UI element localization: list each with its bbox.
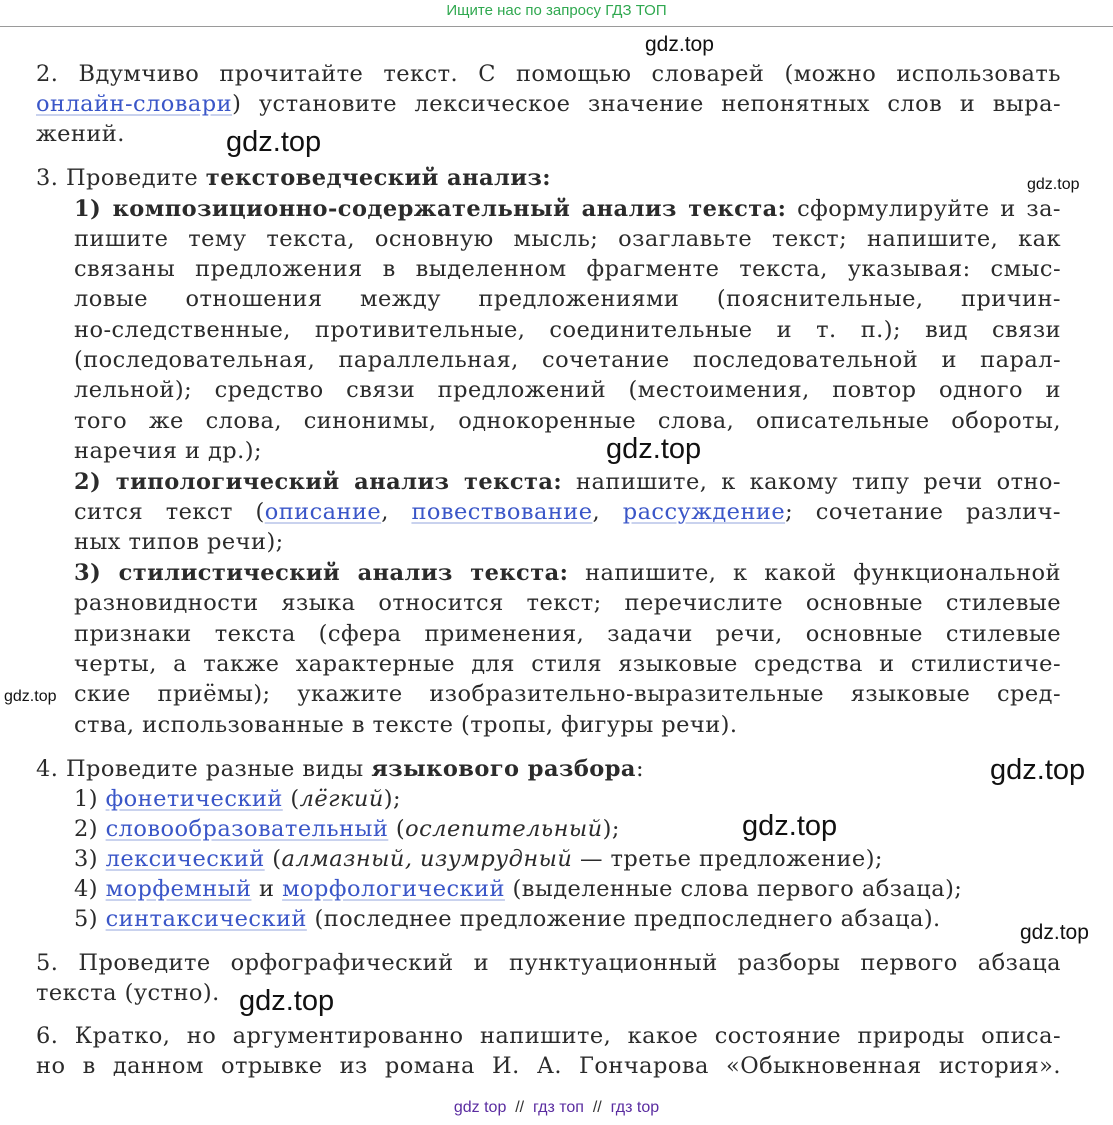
watermark: gdz.top <box>239 985 335 1017</box>
lexical-link[interactable]: лексический <box>105 846 265 872</box>
description-link[interactable]: описание <box>264 499 382 525</box>
task5-line: 5. Проведите орфографический и пунктуационный разборы первого абзаца <box>36 950 1061 976</box>
task4-item: 1) фонетический (лёгкий); <box>74 786 402 812</box>
task3-p3-line: ства, использованные в тексте (тропы, фигуры речи). <box>74 712 738 738</box>
task4-item: 3) лексический (алмазный, изумрудный — третье предложение); <box>74 846 883 872</box>
morphological-link[interactable]: морфологический <box>282 876 505 902</box>
task4-item: 2) словообразовательный (ослепительный); <box>74 816 620 842</box>
task6-line: но в данном отрывке из романа И. А. Гончарова «Обыкновенная история». <box>36 1053 1061 1079</box>
task3-heading: 3. Проведите текстоведческий анализ: <box>36 165 552 191</box>
task3-p1-line: 1) композиционно-содержательный анализ текста: сформулируйте и за- <box>74 196 1061 222</box>
search-banner[interactable]: Ищите нас по запросу ГДЗ ТОП <box>446 2 667 19</box>
task3-p3-line: разновидности языка относится текст; перечислите основные стилевые <box>74 590 1061 616</box>
phonetic-link[interactable]: фонетический <box>105 786 283 812</box>
task3-p3-line: 3) стилистический анализ текста: напишите, к какой функциональной <box>74 560 1061 586</box>
task3-p3-line: черты, а также характерные для стиля языковые средства и стилистиче- <box>74 651 1061 677</box>
task3-p1-line: пишите тему текста, основную мысль; озаглавьте текст; напишите, как <box>74 226 1061 252</box>
footer-link[interactable]: гдз top <box>610 1099 660 1116</box>
footer-link[interactable]: гдз топ <box>533 1099 584 1116</box>
task2-line: 2. Вдумчиво прочитайте текст. С помощью словарей (можно использовать <box>36 61 1061 87</box>
online-dictionaries-link[interactable]: онлайн-словари <box>36 91 233 117</box>
watermark: gdz.top <box>1020 921 1089 944</box>
watermark: gdz.top <box>4 688 57 705</box>
task2-line: жений. <box>36 121 125 147</box>
task3-p1-line: но-следственные, противительные, соединительные и т. п.); вид связи <box>74 317 1061 343</box>
reasoning-link[interactable]: рассуждение <box>622 499 786 525</box>
footer-links: gdz top // гдз топ // гдз top <box>453 1099 660 1116</box>
task3-p1-line: того же слова, синонимы, однокоренные слова, описательные обороты, <box>74 408 1061 434</box>
watermark: gdz.top <box>742 810 838 842</box>
task3-p3-line: признаки текста (сфера применения, задачи речи, основные стилевые <box>74 621 1061 647</box>
task6-line: 6. Кратко, но аргументированно напишите, какое состояние природы описа- <box>36 1023 1061 1049</box>
watermark: gdz.top <box>1027 176 1080 193</box>
task3-p1-line: лельной); средство связи предложений (местоимения, повтор одного и <box>74 377 1061 403</box>
watermark: gdz.top <box>606 433 702 465</box>
task5-line: текста (устно). <box>36 980 220 1006</box>
watermark: gdz.top <box>645 33 714 56</box>
task4-item: 5) синтаксический (последнее предложение предпоследнего абзаца). <box>74 906 941 932</box>
watermark: gdz.top <box>226 126 322 158</box>
task3-p1-line: (последовательная, параллельная, сочетание последовательной и парал- <box>74 347 1061 373</box>
task3-p2-line: сится текст (описание, повествование, рассуждение; сочетание различ- <box>74 499 1061 525</box>
task2-line: онлайн-словари) установите лексическое значение непонятных слов и выра- <box>36 91 1061 117</box>
task3-p2-line: ных типов речи); <box>74 529 284 555</box>
task4-heading: 4. Проведите разные виды языкового разбора: <box>36 756 644 782</box>
word-formation-link[interactable]: словообразовательный <box>105 816 389 842</box>
watermark: gdz.top <box>990 754 1086 786</box>
task3-p1-line: ловые отношения между предложениями (пояснительные, причин- <box>74 286 1061 312</box>
task3-p1-line: связаны предложения в выделенном фрагменте текста, указывая: смыс- <box>74 256 1061 282</box>
task3-p1-line: наречия и др.); <box>74 438 263 464</box>
footer-link[interactable]: gdz top <box>453 1099 507 1116</box>
narration-link[interactable]: повествование <box>411 499 593 525</box>
task4-item: 4) морфемный и морфологический (выделенные слова первого абзаца); <box>74 876 963 902</box>
task3-p2-line: 2) типологический анализ текста: напишите, к какому типу речи отно- <box>74 469 1061 495</box>
morphemic-link[interactable]: морфемный <box>105 876 252 902</box>
syntactic-link[interactable]: синтаксический <box>105 906 307 932</box>
banner-divider <box>0 26 1113 27</box>
task3-p3-line: ские приёмы); укажите изобразительно-выразительные языковые сред- <box>74 681 1061 707</box>
